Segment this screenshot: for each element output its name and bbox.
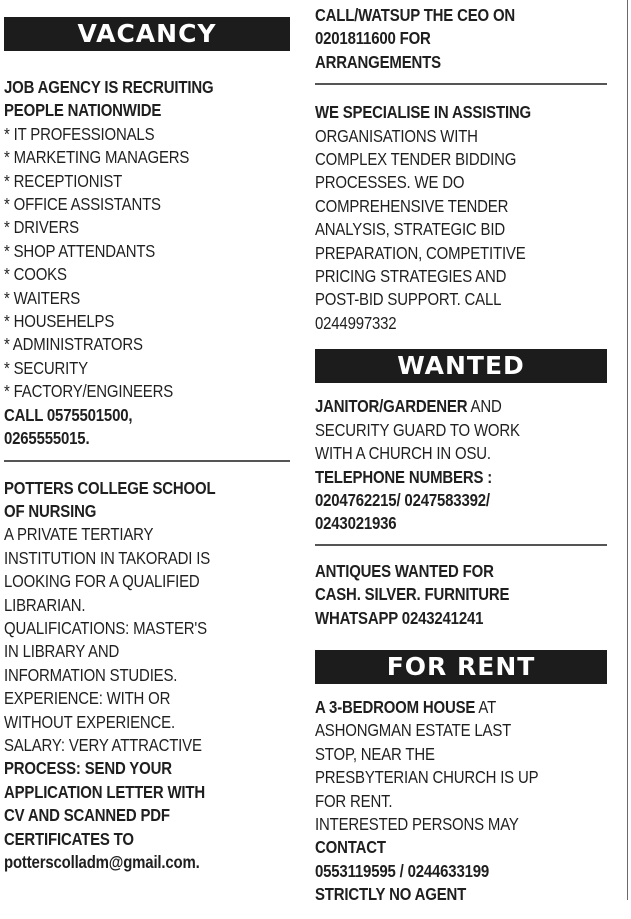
potters-heading-line: POTTERS COLLEGE SCHOOL bbox=[4, 477, 216, 498]
janitor-body-line: SECURITY GUARD TO WORK bbox=[315, 419, 520, 440]
ceo-line: 0201811600 FOR bbox=[315, 28, 431, 49]
tender-body-line: COMPLEX TENDER BIDDING bbox=[315, 149, 517, 170]
page-edge-line bbox=[627, 0, 628, 900]
ceo-ad-continuation bbox=[315, 4, 607, 74]
left-column bbox=[4, 0, 290, 874]
tender-body-line: ORGANISATIONS WITH bbox=[315, 125, 478, 146]
janitor-heading-rest: AND bbox=[467, 396, 502, 417]
janitor-heading: JANITOR/GARDENER bbox=[315, 396, 468, 417]
antiques-line: ANTIQUES WANTED FOR bbox=[315, 560, 494, 581]
job-list-item: * WAITERS bbox=[4, 287, 81, 308]
antiques-ad bbox=[315, 560, 607, 630]
potters-body-line: INSTITUTION IN TAKORADI IS bbox=[4, 547, 211, 568]
ceo-line: CALL/WATSUP THE CEO ON bbox=[315, 5, 516, 25]
wanted-banner: WANTED bbox=[315, 349, 607, 383]
tender-ad bbox=[315, 101, 607, 335]
job-list-item: * FACTORY/ENGINEERS bbox=[4, 381, 174, 402]
potters-body-line: A PRIVATE TERTIARY bbox=[4, 524, 154, 545]
vacancy-banner: VACANCY bbox=[4, 17, 290, 51]
rent-body-line: PRESBYTERIAN CHURCH IS UP bbox=[315, 767, 539, 788]
potters-college-ad bbox=[4, 477, 290, 875]
job-list-item: * COOKS bbox=[4, 264, 67, 285]
janitor-phone-line: TELEPHONE NUMBERS : bbox=[315, 466, 493, 487]
rent-heading: A 3-BEDROOM HOUSE bbox=[315, 696, 476, 717]
potters-process-line: APPLICATION LETTER WITH bbox=[4, 781, 205, 802]
antiques-line: WHATSAPP 0243241241 bbox=[315, 607, 484, 628]
rent-body-line: FOR RENT. bbox=[315, 790, 393, 811]
tender-body-line: ANALYSIS, STRATEGIC BID bbox=[315, 219, 505, 240]
job-list-item: * SECURITY bbox=[4, 357, 88, 378]
ceo-line: ARRANGEMENTS bbox=[315, 51, 441, 72]
potters-body-line: WITHOUT EXPERIENCE. bbox=[4, 711, 175, 732]
job-agency-call-line: 0265555015. bbox=[4, 428, 90, 449]
antiques-line: CASH. SILVER. FURNITURE bbox=[315, 584, 510, 605]
job-list-item: * SHOP ATTENDANTS bbox=[4, 240, 156, 261]
potters-heading-line: OF NURSING bbox=[4, 500, 97, 521]
janitor-ad bbox=[315, 395, 607, 535]
potters-body-line: IN LIBRARY AND bbox=[4, 641, 120, 662]
for-rent-banner: FOR RENT bbox=[315, 650, 607, 684]
job-list-item: * MARKETING MANAGERS bbox=[4, 147, 190, 168]
potters-process-line: CV AND SCANNED PDF bbox=[4, 805, 170, 826]
rent-body-line: STOP, NEAR THE bbox=[315, 743, 435, 764]
job-agency-heading-line: JOB AGENCY IS RECRUITING bbox=[4, 77, 214, 97]
potters-body-line: LOOKING FOR A QUALIFIED bbox=[4, 571, 200, 592]
janitor-phone-line: 0243021936 bbox=[315, 513, 397, 534]
rent-closing-rest: AGENT bbox=[411, 884, 467, 905]
rent-body-line: ASHONGMAN ESTATE LAST bbox=[315, 720, 512, 741]
job-agency-call-line: CALL 0575501500, bbox=[4, 404, 133, 425]
potters-body-line: LIBRARIAN. bbox=[4, 594, 86, 615]
potters-email: potterscolladm@gmail.com. bbox=[4, 852, 200, 872]
potters-body-line: QUALIFICATIONS: MASTER'S bbox=[4, 617, 207, 638]
tender-body-line: POST-BID SUPPORT. CALL bbox=[315, 289, 502, 310]
job-list-item: * IT PROFESSIONALS bbox=[4, 123, 155, 144]
tender-heading: WE SPECIALISE IN ASSISTING bbox=[315, 102, 532, 123]
tender-body-line: 0244997332 bbox=[315, 312, 397, 333]
job-agency-ad bbox=[4, 76, 290, 451]
right-column bbox=[315, 0, 607, 907]
potters-body-line: INFORMATION STUDIES. bbox=[4, 664, 178, 685]
job-list-item: * DRIVERS bbox=[4, 217, 79, 238]
tender-body-line: PRICING STRATEGIES AND bbox=[315, 266, 507, 287]
tender-body-line: PREPARATION, COMPETITIVE bbox=[315, 242, 526, 263]
job-list-item: * RECEPTIONIST bbox=[4, 170, 123, 191]
potters-body-line: SALARY: VERY ATTRACTIVE bbox=[4, 734, 202, 755]
janitor-phone-line: 0204762215/ 0247583392/ bbox=[315, 489, 490, 510]
job-agency-heading-line: PEOPLE NATIONWIDE bbox=[4, 100, 162, 121]
potters-process-line: PROCESS: SEND YOUR bbox=[4, 758, 172, 779]
rent-closing: STRICTLY NO bbox=[315, 884, 412, 905]
rent-contact-line: 0553119595 / 0244633199 bbox=[315, 860, 490, 881]
rent-body-line: INTERESTED PERSONS MAY bbox=[315, 813, 519, 834]
potters-body-line: EXPERIENCE: WITH OR bbox=[4, 688, 171, 709]
tender-body-line: PROCESSES. WE DO bbox=[315, 172, 465, 193]
job-list-item: * OFFICE ASSISTANTS bbox=[4, 194, 161, 215]
rent-contact-line: CONTACT bbox=[315, 837, 386, 858]
job-list-item: * HOUSEHELPS bbox=[4, 311, 115, 332]
rent-ad bbox=[315, 696, 607, 907]
tender-body-line: COMPREHENSIVE TENDER bbox=[315, 195, 509, 216]
rent-heading-rest: AT bbox=[475, 696, 497, 717]
janitor-body-line: WITH A CHURCH IN OSU. bbox=[315, 443, 491, 464]
potters-process-line: CERTIFICATES TO bbox=[4, 828, 134, 849]
job-list-item: * ADMINISTRATORS bbox=[4, 334, 143, 355]
